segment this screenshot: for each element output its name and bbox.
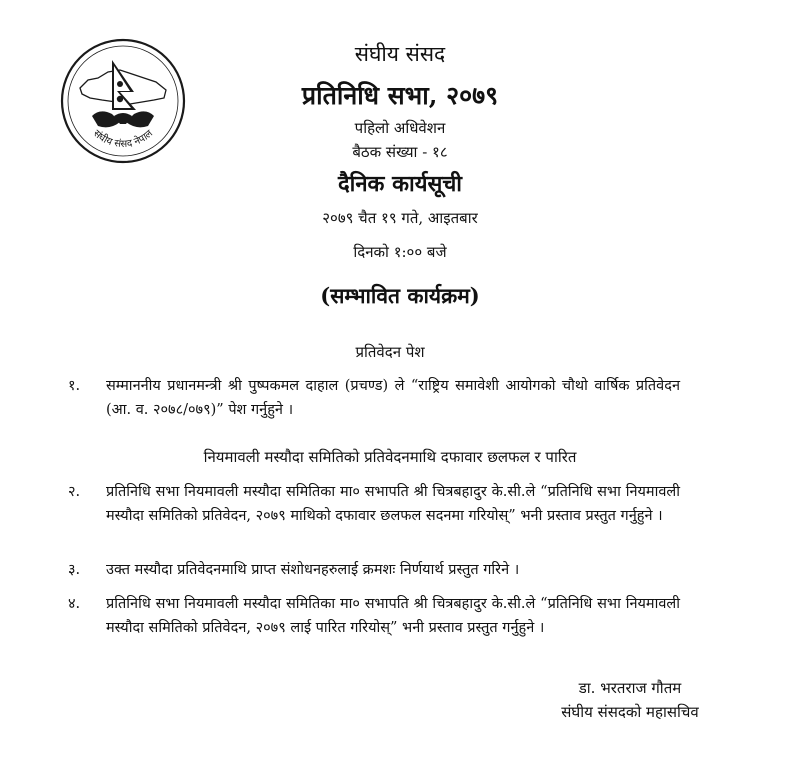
agenda-date: २०७९ चैत १९ गते, आइतबार [322, 209, 478, 227]
parliament-name: संघीय संसद [354, 42, 446, 66]
agenda-subtitle: (सम्भावित कार्यक्रम) [320, 283, 480, 308]
agenda-item-text: प्रतिनिधि सभा नियमावली मस्यौदा समितिका मा० सभापति श्री चित्रबहादुर के.सी.ले “प्रतिनिधि सभा नियमावली मस्यौदा समितिको प्रतिवेदन, २०७९ माथिको दफावार छलफल सदनमा गरियोस्” भनी प्रस्ताव प्रस्तुत गर्नुहुने । [106, 484, 680, 524]
parliament-emblem-icon [58, 36, 188, 166]
house-name: प्रतिनिधि सभा, २०७९ [301, 81, 499, 110]
agenda-item-text: सम्माननीय प्रधानमन्त्री श्री पुष्पकमल दाहाल (प्रचण्ड) ले “राष्ट्रिय समावेशी आयोगको चौथो वार्षिक प्रतिवेदन (आ. व. २०७८/०७९)” पेश गर्नुहुने । [106, 378, 680, 418]
agenda-item-number: ३. [68, 562, 81, 578]
parliament-logo [58, 36, 188, 166]
agenda-time: दिनको १:०० बजे [353, 243, 447, 261]
agenda-item-number: २. [68, 484, 81, 500]
signatory-title: संघीय संसदको महासचिव [561, 703, 699, 721]
agenda-item-number: १. [68, 378, 81, 394]
agenda-item-text: उक्त मस्यौदा प्रतिवेदनमाथि प्राप्त संशोधनहरुलाई क्रमशः निर्णयार्थ प्रस्तुत गरिने । [106, 562, 520, 578]
session-label: पहिलो अधिवेशन [354, 119, 446, 137]
meeting-number: बैठक संख्या - १८ [352, 143, 448, 161]
svg-text:संघीय संसद नेपाल: संघीय संसद नेपाल [90, 128, 156, 150]
page-title: दैनिक कार्यसूची [337, 171, 463, 197]
agenda-item-number: ४. [68, 596, 81, 612]
agenda-item-text: प्रतिनिधि सभा नियमावली मस्यौदा समितिका मा० सभापति श्री चित्रबहादुर के.सी.ले “प्रतिनिधि सभा नियमावली मस्यौदा समितिको प्रतिवेदन, २०७९ लाई पारित गरियोस्” भनी प्रस्ताव प्रस्तुत गर्नुहुने । [106, 596, 680, 636]
section-heading-report: प्रतिवेदन पेश [355, 343, 425, 361]
section-heading-rules-discussion: नियमावली मस्यौदा समितिको प्रतिवेदनमाथि दफावार छलफल र पारित [203, 448, 577, 466]
signatory-name: डा. भरतराज गौतम [578, 679, 682, 697]
